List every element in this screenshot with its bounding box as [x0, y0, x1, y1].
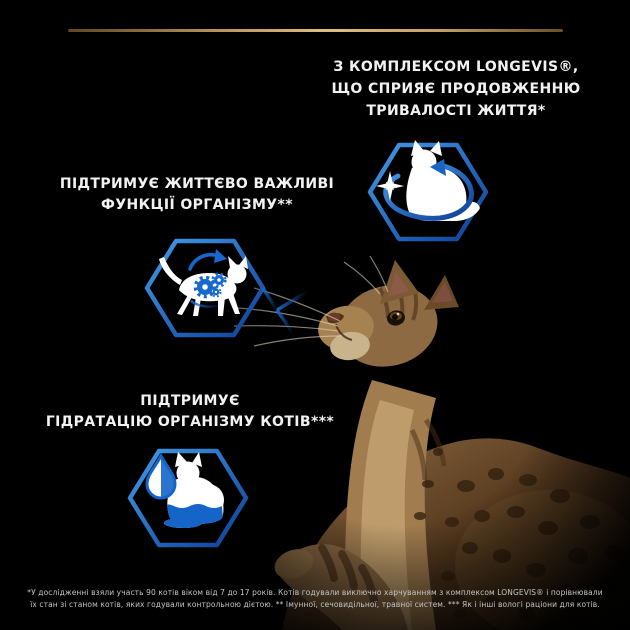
benefit-line: ФУНКЦІЇ ОРГАНІЗМУ** [101, 197, 293, 213]
benefit-line: ПІДТРИМУЄ ЖИТТЄВО ВАЖЛИВІ [59, 176, 335, 192]
benefit-line: ТРИВАЛОСТІ ЖИТТЯ* [366, 103, 546, 119]
gold-divider-line [68, 29, 563, 32]
connector-lines [263, 288, 307, 333]
longevity-icon [348, 122, 508, 292]
benefit-hydration-text [29, 391, 351, 433]
benefit-line: ЩО СПРИЯЄ ПРОДОВЖЕННЮ [331, 81, 581, 97]
vital-functions-icon [130, 226, 320, 350]
hydration-icon [113, 436, 303, 560]
benefit-line: ПІДТРИМУЄ [140, 393, 240, 409]
benefit-longevity-text [294, 56, 618, 122]
benefit-vital-functions-text [36, 174, 358, 216]
footnote-line-1: *У дослідженні взяли участь 90 котів віком від 7 до 17 років. Котів годували виключно харчуванням з комплексом LONGEVIS® і порівнювали [27, 588, 603, 597]
footnote [0, 587, 630, 610]
water-fill [158, 504, 224, 532]
benefit-line: З КОМПЛЕКСОМ LONGEVIS®, [333, 59, 579, 75]
benefit-line: ГІДРАТАЦІЮ ОРГАНІЗМУ КОТІВ*** [45, 414, 335, 430]
footnote-line-2: їх стан зі станом котів, яких годували контрольною дієтою. ** Імунної, сечовидільної, травної систем. *** Як і інші вологі раціони для котів. [30, 599, 600, 609]
